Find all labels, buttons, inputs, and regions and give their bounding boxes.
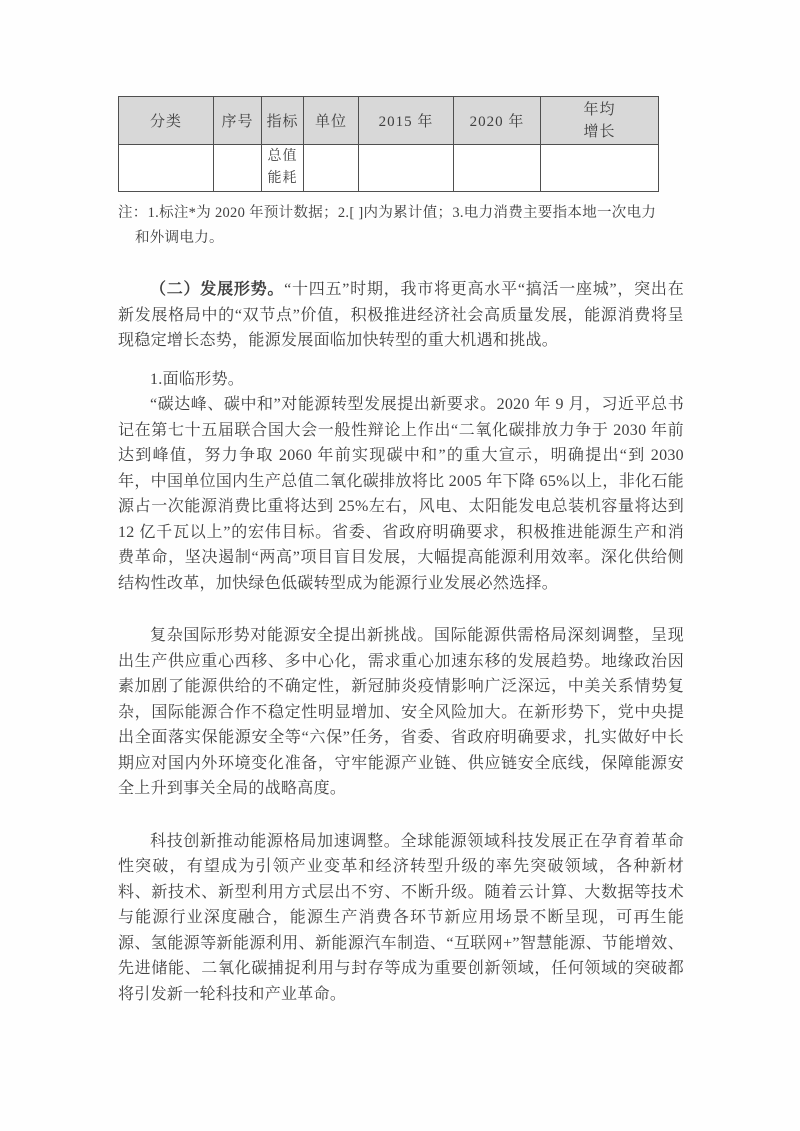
cell-annual-growth xyxy=(541,145,659,192)
paragraph-energy-security: 复杂国际形势对能源安全提出新挑战。国际能源供需格局深刻调整，呈现出生产供应重心西移、多中心化，需求重心加速东移的发展趋势。地缘政治因素加剧了能源供给的不确定性，新冠肺炎疫情影响广泛深远，中美关系情势复杂，国际能源合作不稳定性明显增加、安全风险加大。在新形势下，党中央提出全面落实保能源安全等“六保”任务，省委、省政府明确要求，扎实做好中长期应对国内外环境变化准备，守牢能源产业链、供应链安全底线，保障能源安全上升到事关全局的战略高度。 xyxy=(118,627,684,797)
col-header-annual-growth xyxy=(541,97,659,145)
table-footnote xyxy=(118,201,684,251)
col-header-category: 分类 xyxy=(119,97,214,145)
annual-growth-line2: 增长 xyxy=(583,123,616,140)
table-header-row xyxy=(119,97,659,145)
cell-unit xyxy=(304,145,359,192)
indicator-line1: 总值 xyxy=(267,149,298,164)
table-footnote-line2: 和外调电力。 xyxy=(135,230,224,246)
cell-2020 xyxy=(454,145,541,192)
indicator-line2: 能耗 xyxy=(267,171,298,186)
annual-growth-line1: 年均 xyxy=(583,101,616,118)
paragraph-tech-innovation: 科技创新推动能源格局加速调整。全球能源领域科技发展正在孕育着革命性突破，有望成为引领产业变革和经济转型升级的率先突破领域，各种新材料、新技术、新型利用方式层出不穷、不断升级。随着云计算、大数据等技术与能源行业深度融合，能源生产消费各环节新应用场景不断呈现，可再生能源、氢能源等新能源利用、新能源汽车制造、“互联网+”智慧能源、节能增效、先进储能、二氧化碳捕捉利用与封存等成为重要创新领域，任何领域的突破都将引发新一轮科技和产业革命。 xyxy=(118,832,684,1003)
col-header-serial: 序号 xyxy=(214,97,262,145)
col-header-2020: 2020 年 xyxy=(454,97,541,145)
cell-serial xyxy=(214,145,262,192)
cell-indicator xyxy=(262,145,304,192)
table-footnote-line1: 注：1.标注*为 2020 年预计数据；2.[ ]内为累计值；3.电力消费主要指本地一次电力 xyxy=(118,205,657,221)
section-heading-development: （二）发展形势。 xyxy=(150,281,285,298)
col-header-indicator: 指标 xyxy=(262,97,304,145)
cell-category xyxy=(119,145,214,192)
subheading-facing-situation: 1.面临形势。 xyxy=(150,370,245,388)
paragraph-development-situation xyxy=(118,277,684,354)
paragraph-carbon-goals: “碳达峰、碳中和”对能源转型发展提出新要求。2020 年 9 月，习近平总书记在第七十五届联合国大会一般性辩论上作出“二氧化碳排放力争于 2030 年前达到峰值，努力争取 2060 年前实现碳中和”的重大宣示，明确提出“到 2030 年，中国单位国内生产总值二氧化碳排放将比 2005 年下降 65%以上，非化石能源占一次能源消费比重将达到 25%左右，风电、太阳能发电总装机容量将达到 12 亿千瓦以上”的宏伟目标。省委、省政府明确要求，积极推进能源生产和消费革命，坚决遏制“两高”项目盲目发展，大幅提高能源利用效率。深化供给侧结构性改革，加快绿色低碳转型成为能源行业发展必然选择。 xyxy=(118,396,684,592)
col-header-unit: 单位 xyxy=(304,97,359,145)
section-text-development: “十四五”时期，我市将更高水平“搞活一座城”，突出在新发展格局中的“双节点”价值，积极推进经济社会高质量发展，能源消费将呈现稳定增长态势，能源发展面临加快转型的重大机遇和挑战。 xyxy=(118,281,684,349)
table-row xyxy=(119,145,659,192)
col-header-2015: 2015 年 xyxy=(359,97,454,145)
indicators-table xyxy=(118,96,659,192)
cell-2015 xyxy=(359,145,454,192)
